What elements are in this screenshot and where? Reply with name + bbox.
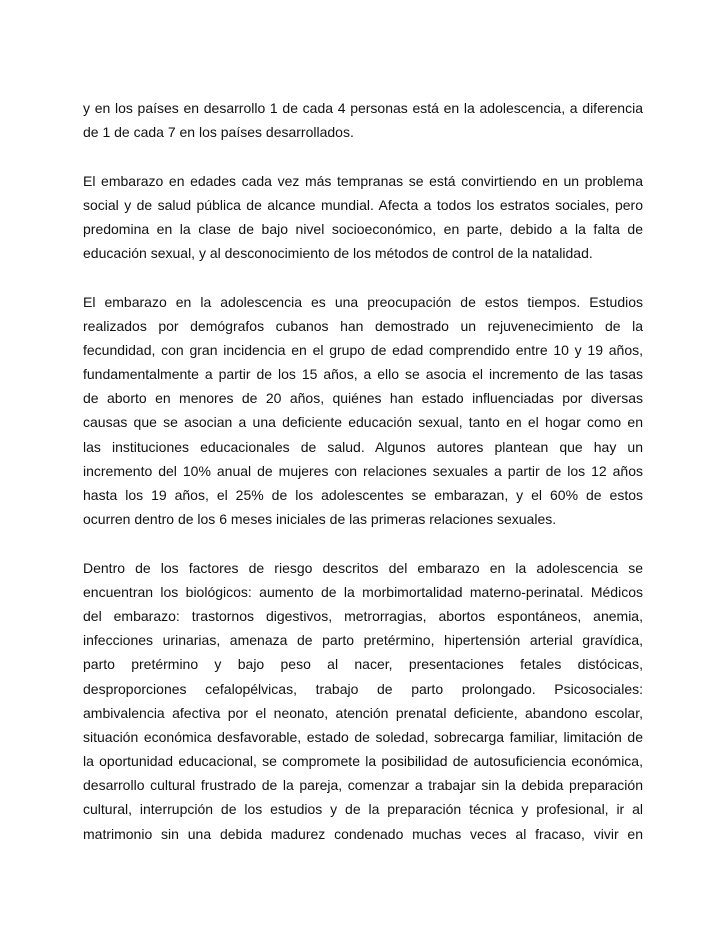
text-line: matrimonio sin una debida madurez condenado muchas veces al fracaso, vivir en xyxy=(83,825,643,842)
text-line: predomina en la clase de bajo nivel socioeconómico, en parte, debido a la falta de xyxy=(83,220,643,237)
text-line: educación sexual, y al desconocimiento de los métodos de control de la natalidad. xyxy=(83,245,593,262)
text-line: cultural, interrupción de los estudios y de la preparación técnica y profesional, ir al xyxy=(83,801,643,818)
text-line: social y de salud pública de alcance mundial. Afecta a todos los estratos sociales, pero xyxy=(83,196,643,213)
paragraph xyxy=(83,169,643,266)
text-line: El embarazo en la adolescencia es una preocupación de estos tiempos. Estudios xyxy=(83,293,643,310)
text-line: hasta los 19 años, el 25% de los adolescentes se embarazan, y el 60% de estos xyxy=(83,487,643,503)
text-line: causas que se asocian a una deficiente educación sexual, tanto en el hogar como en xyxy=(83,414,643,431)
text-line: situación económica desfavorable, estado de soledad, sobrecarga familiar, limitación de xyxy=(83,728,643,745)
text-line: de aborto en menores de 20 años, quiénes han estado influenciadas por diversas xyxy=(83,390,643,407)
text-line: de 1 de cada 7 en los países desarrollados. xyxy=(83,124,354,141)
paragraph xyxy=(83,556,643,846)
text-line: realizados por demógrafos cubanos han demostrado un rejuvenecimiento de la xyxy=(83,317,643,334)
text-line: ocurren dentro de los 6 meses iniciales de las primeras relaciones sexuales. xyxy=(83,511,557,528)
document-body xyxy=(83,96,643,870)
text-line: desarrollo cultural frustrado de la pareja, comenzar a trabajar sin la debida preparación xyxy=(83,777,643,794)
text-line: Dentro de los factores de riesgo descritos del embarazo en la adolescencia se xyxy=(83,559,643,576)
text-line: El embarazo en edades cada vez más tempranas se está convirtiendo en un problema xyxy=(83,172,643,189)
text-line: fundamentalmente a partir de los 15 años, a ello se asocia el incremento de las tasas xyxy=(83,366,643,383)
text-line: ambivalencia afectiva por el neonato, atención prenatal deficiente, abandono escolar, xyxy=(83,704,643,721)
paragraph xyxy=(83,290,643,532)
text-line: la oportunidad educacional, se compromete la posibilidad de autosuficiencia económica, xyxy=(83,753,643,770)
paragraph xyxy=(83,96,643,144)
text-line: incremento del 10% anual de mujeres con relaciones sexuales a partir de los 12 años xyxy=(83,462,643,479)
text-line: infecciones urinarias, amenaza de parto pretérmino, hipertensión arterial gravídica, xyxy=(83,632,643,649)
text-line: encuentran los biológicos: aumento de la morbimortalidad materno-perinatal. Médicos xyxy=(83,583,643,600)
text-line: las instituciones educacionales de salud. Algunos autores plantean que hay un xyxy=(83,438,643,455)
text-line: fecundidad, con gran incidencia en el grupo de edad comprendido entre 10 y 19 años, xyxy=(83,341,643,358)
text-line: desproporciones cefalopélvicas, trabajo de parto prolongado. Psicosociales: xyxy=(83,680,643,697)
text-line: del embarazo: trastornos digestivos, metrorragias, abortos espontáneos, anemia, xyxy=(83,607,643,624)
text-line: y en los países en desarrollo 1 de cada 4 personas está en la adolescencia, a diferencia xyxy=(83,100,643,116)
text-line: parto pretérmino y bajo peso al nacer, presentaciones fetales distócicas, xyxy=(83,656,643,673)
